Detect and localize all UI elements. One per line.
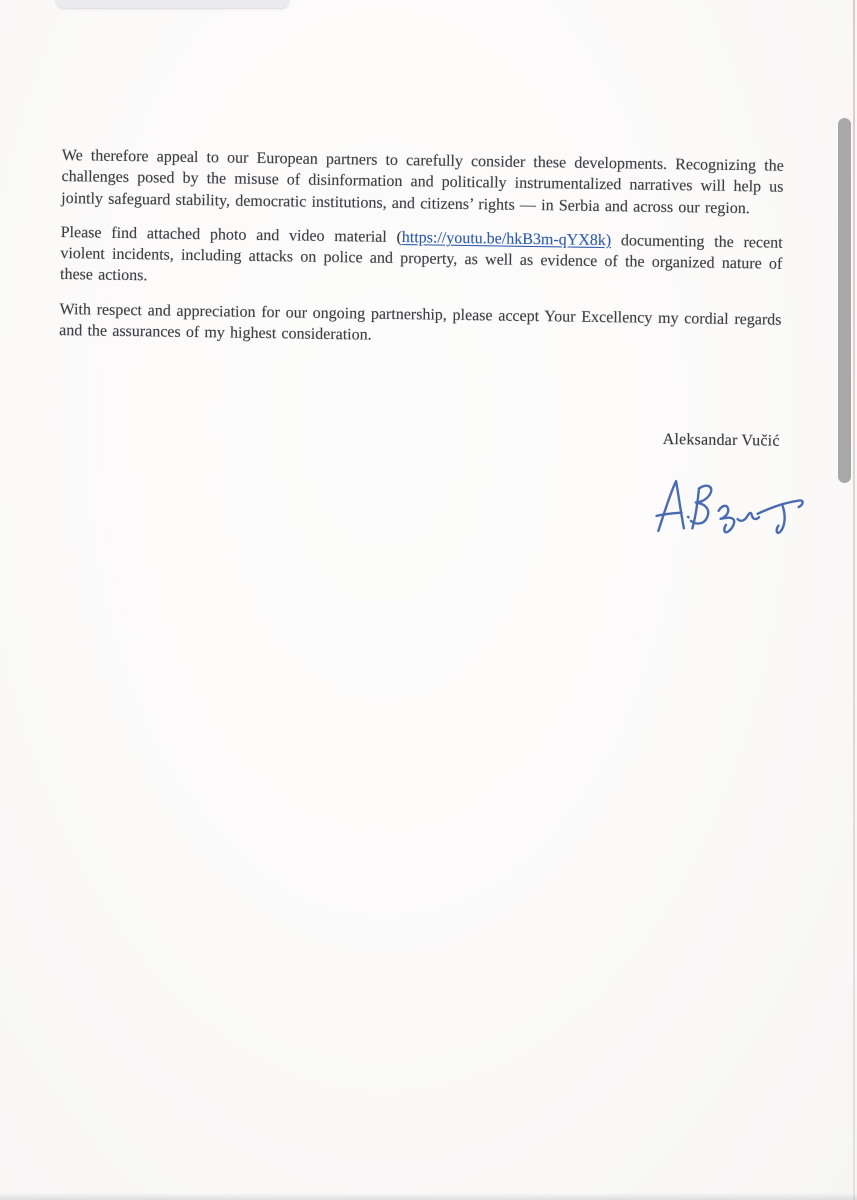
letter-body: [56, 145, 784, 576]
handwritten-signature-icon: [654, 474, 807, 540]
paragraph-attachment: [60, 222, 783, 297]
photo-bottom-shadow: [0, 1193, 857, 1200]
paragraph-appeal: We therefore appeal to our European partners to carefully consider these developments. Recognizing the challenges posed by the misuse of disinformation and politically instrumentalized narratives will help us jointly safeguard stability, democratic institutions, and citizens’ rights — in Serbia and across our region.: [61, 146, 784, 217]
paragraph-attachment-suffix: documenting the recent violent incidents, including attacks on police and property, as well as evidence of the organized nature of these actions.: [59, 232, 783, 285]
youtube-link[interactable]: https://youtu.be/hkB3m-qYX8k): [401, 228, 612, 250]
scrollbar-thumb[interactable]: [838, 118, 851, 483]
signer-name: Aleksandar Vučić: [662, 430, 780, 450]
paragraph-attachment-prefix: Please find attached photo and video material (: [60, 223, 402, 246]
photo-edge-line: [853, 0, 855, 1200]
top-sheet-corner: [55, 0, 290, 9]
paragraph-closing: With respect and appreciation for our ongoing partnership, please accept Your Excellency my cordial regards and the assurances of my highest consideration.: [59, 300, 782, 344]
